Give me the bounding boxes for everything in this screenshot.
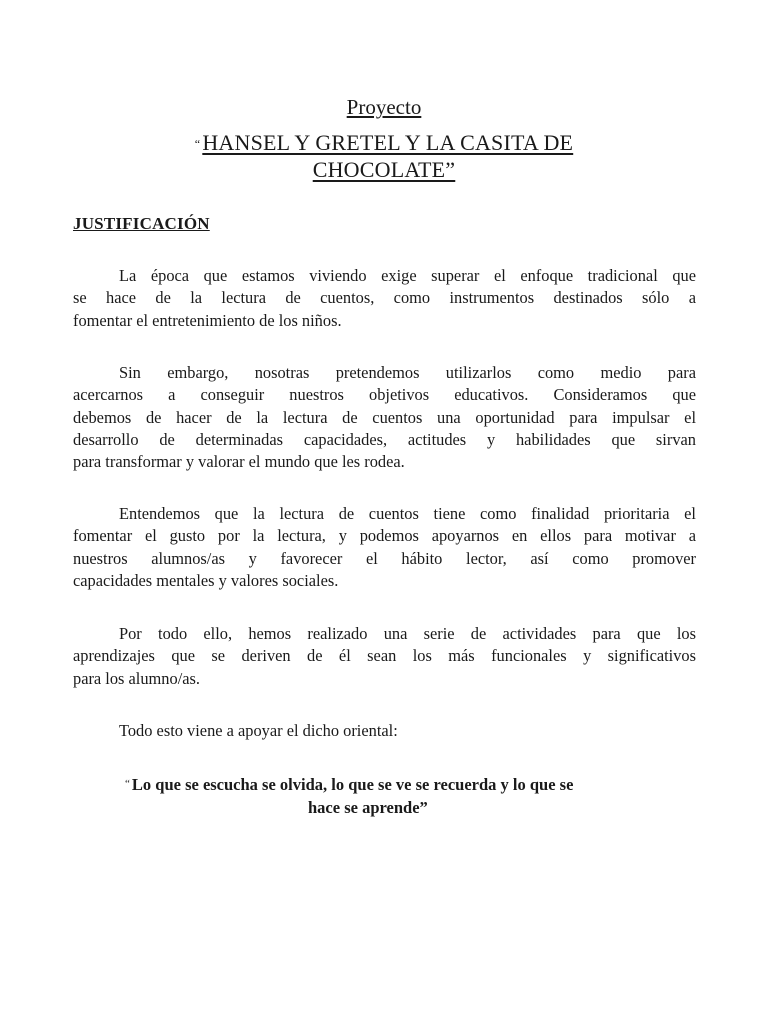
- project-title-line-1: [120, 130, 648, 157]
- section-heading: JUSTIFICACIÓN: [73, 214, 210, 233]
- paragraph-line: Por todo ello, hemos realizado una serie de actividades para que los: [119, 624, 696, 643]
- paragraph-1: [73, 265, 696, 332]
- paragraph-4: [73, 623, 696, 690]
- paragraph-3: [73, 503, 696, 592]
- paragraph-line: nuestros alumnos/as y favorecer el hábito lector, así como promover: [73, 548, 696, 568]
- paragraph-line: desarrollo de determinadas capacidades, actitudes y habilidades que sirvan: [73, 429, 696, 449]
- title-open-quote: “: [194, 137, 201, 151]
- paragraph-line: Entendemos que la lectura de cuentos tiene como finalidad prioritaria el: [119, 504, 696, 523]
- paragraph-line: La época que estamos viviendo exige superar el enfoque tradicional que: [119, 266, 696, 285]
- title-line-1-text: HANSEL Y GRETEL Y LA CASITA DE: [202, 130, 574, 155]
- paragraph-2: [73, 362, 696, 473]
- quote-open-mark: “: [125, 778, 130, 790]
- paragraph-line: aprendizajes que se deriven de él sean los más funcionales y significativos: [73, 646, 696, 666]
- quote-line-1: [125, 773, 691, 797]
- quote-line-2: hace se aprende”: [308, 797, 428, 817]
- quote-line-1-text: Lo que se escucha se olvida, lo que se ve se recuerda y lo que se: [131, 775, 574, 794]
- paragraph-line: acercarnos a conseguir nuestros objetivos educativos. Consideramos que: [73, 385, 696, 405]
- paragraph-line: para transformar y valorar el mundo que les rodea.: [73, 452, 405, 472]
- paragraph-line: capacidades mentales y valores sociales.: [73, 570, 339, 590]
- paragraph-line: debemos de hacer de la lectura de cuentos una oportunidad para impulsar el: [73, 407, 696, 427]
- paragraph-line: fomentar el entretenimiento de los niños.: [73, 310, 342, 330]
- project-title-line-2: [120, 157, 648, 183]
- title-line-2-text: CHOCOLATE”: [312, 157, 456, 182]
- oriental-saying-quote: [125, 773, 691, 819]
- project-label: Proyecto: [346, 95, 422, 119]
- paragraph-line: para los alumno/as.: [73, 668, 200, 688]
- paragraph-line: Sin embargo, nosotras pretendemos utilizarlos como medio para: [119, 363, 696, 382]
- paragraph-5: Todo esto viene a apoyar el dicho oriental:: [119, 721, 398, 740]
- paragraph-line: se hace de la lectura de cuentos, como instrumentos destinados sólo a: [73, 288, 696, 308]
- paragraph-line: fomentar el gusto por la lectura, y podemos apoyarnos en ellos para motivar a: [73, 526, 696, 546]
